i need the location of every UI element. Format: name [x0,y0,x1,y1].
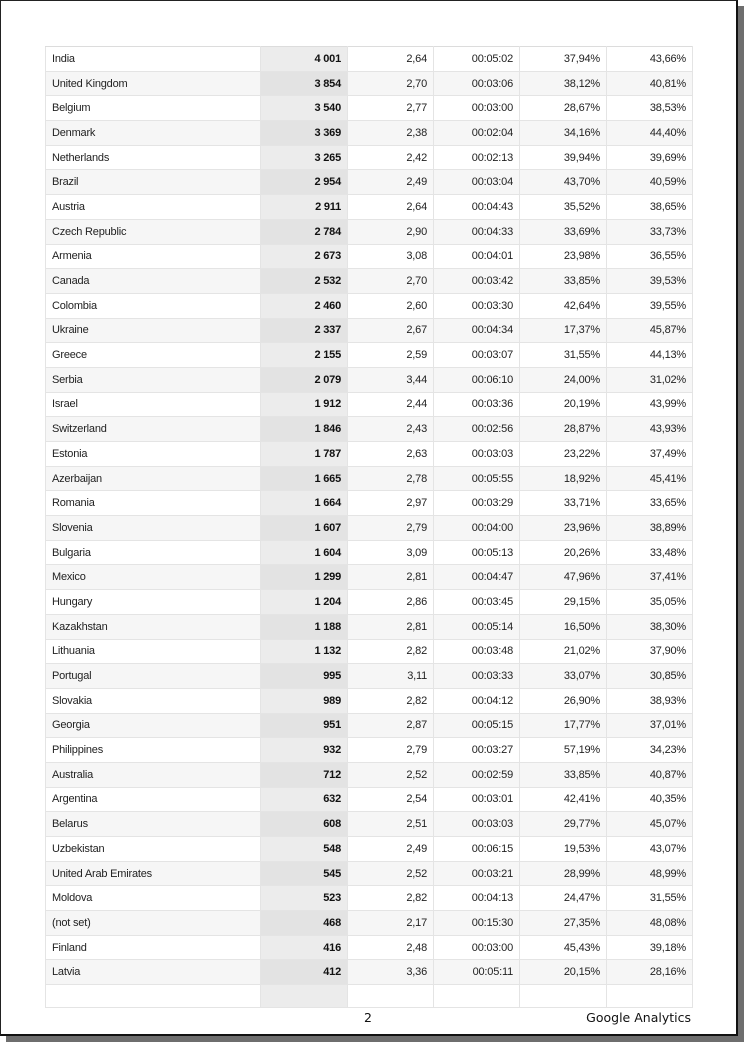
table-row [46,466,693,491]
table-row [46,367,693,392]
cell-country: India [46,47,261,72]
cell-country: Hungary [46,590,261,615]
cell-new-sessions-pct: 39,94% [520,145,607,170]
page-shadow [6,1036,744,1042]
table-row [46,688,693,713]
empty-cell [520,985,607,1008]
cell-country: Portugal [46,664,261,689]
cell-new-sessions-pct: 20,19% [520,392,607,417]
table-row [46,491,693,516]
cell-new-sessions-pct: 17,77% [520,713,607,738]
cell-country: Philippines [46,738,261,763]
cell-country: Lithuania [46,639,261,664]
cell-country: Estonia [46,442,261,467]
cell-country: Slovenia [46,516,261,541]
cell-avg-session-duration: 00:04:01 [434,244,520,269]
table-row [46,911,693,936]
cell-pages-per-session: 2,38 [348,121,434,146]
cell-country: United Kingdom [46,71,261,96]
cell-bounce-rate: 43,07% [607,837,693,862]
cell-pages-per-session: 2,87 [348,713,434,738]
cell-new-sessions-pct: 45,43% [520,935,607,960]
cell-country: Argentina [46,787,261,812]
cell-avg-session-duration: 00:05:55 [434,466,520,491]
cell-avg-session-duration: 00:04:33 [434,219,520,244]
cell-country: Kazakhstan [46,614,261,639]
cell-bounce-rate: 40,35% [607,787,693,812]
cell-avg-session-duration: 00:04:34 [434,318,520,343]
cell-avg-session-duration: 00:04:00 [434,516,520,541]
cell-avg-session-duration: 00:05:13 [434,540,520,565]
cell-bounce-rate: 38,89% [607,516,693,541]
cell-pages-per-session: 3,08 [348,244,434,269]
cell-new-sessions-pct: 28,99% [520,861,607,886]
cell-avg-session-duration: 00:02:56 [434,417,520,442]
cell-sessions: 1 607 [261,516,348,541]
cell-pages-per-session: 2,60 [348,293,434,318]
cell-new-sessions-pct: 17,37% [520,318,607,343]
cell-sessions: 608 [261,812,348,837]
country-report-table [45,46,693,1008]
table-row [46,516,693,541]
cell-pages-per-session: 2,59 [348,343,434,368]
cell-pages-per-session: 2,81 [348,565,434,590]
table-row [46,318,693,343]
cell-new-sessions-pct: 37,94% [520,47,607,72]
cell-pages-per-session: 2,70 [348,269,434,294]
table-row [46,713,693,738]
cell-sessions: 2 460 [261,293,348,318]
table-spacer-row [46,985,693,1008]
cell-country: United Arab Emirates [46,861,261,886]
cell-bounce-rate: 43,66% [607,47,693,72]
cell-avg-session-duration: 00:03:00 [434,96,520,121]
cell-country: Australia [46,762,261,787]
cell-pages-per-session: 2,49 [348,170,434,195]
table-row [46,219,693,244]
cell-avg-session-duration: 00:03:45 [434,590,520,615]
cell-new-sessions-pct: 31,55% [520,343,607,368]
cell-pages-per-session: 2,82 [348,886,434,911]
cell-pages-per-session: 3,44 [348,367,434,392]
cell-pages-per-session: 2,44 [348,392,434,417]
cell-pages-per-session: 2,81 [348,614,434,639]
cell-pages-per-session: 3,36 [348,960,434,985]
cell-avg-session-duration: 00:04:43 [434,195,520,220]
cell-sessions: 1 664 [261,491,348,516]
cell-bounce-rate: 30,85% [607,664,693,689]
cell-avg-session-duration: 00:05:11 [434,960,520,985]
cell-avg-session-duration: 00:03:21 [434,861,520,886]
cell-country: Azerbaijan [46,466,261,491]
cell-new-sessions-pct: 19,53% [520,837,607,862]
cell-country: Israel [46,392,261,417]
cell-bounce-rate: 39,18% [607,935,693,960]
table-row [46,565,693,590]
cell-country: Bulgaria [46,540,261,565]
cell-new-sessions-pct: 18,92% [520,466,607,491]
cell-new-sessions-pct: 57,19% [520,738,607,763]
cell-avg-session-duration: 00:04:12 [434,688,520,713]
table-row [46,590,693,615]
cell-country: Netherlands [46,145,261,170]
cell-pages-per-session: 2,82 [348,639,434,664]
cell-bounce-rate: 43,99% [607,392,693,417]
cell-bounce-rate: 43,93% [607,417,693,442]
cell-pages-per-session: 2,78 [348,466,434,491]
cell-sessions: 1 188 [261,614,348,639]
cell-pages-per-session: 2,51 [348,812,434,837]
cell-sessions: 1 787 [261,442,348,467]
cell-new-sessions-pct: 24,47% [520,886,607,911]
page-shadow [738,6,744,1042]
cell-bounce-rate: 38,53% [607,96,693,121]
cell-bounce-rate: 40,87% [607,762,693,787]
cell-pages-per-session: 2,54 [348,787,434,812]
cell-sessions: 3 540 [261,96,348,121]
footer-brand: Google Analytics [586,1010,691,1025]
cell-sessions: 932 [261,738,348,763]
cell-avg-session-duration: 00:03:00 [434,935,520,960]
cell-sessions: 545 [261,861,348,886]
cell-new-sessions-pct: 27,35% [520,911,607,936]
cell-new-sessions-pct: 20,26% [520,540,607,565]
cell-bounce-rate: 44,13% [607,343,693,368]
cell-bounce-rate: 37,49% [607,442,693,467]
cell-bounce-rate: 28,16% [607,960,693,985]
cell-bounce-rate: 40,81% [607,71,693,96]
table-row [46,787,693,812]
cell-sessions: 4 001 [261,47,348,72]
cell-avg-session-duration: 00:03:33 [434,664,520,689]
cell-bounce-rate: 34,23% [607,738,693,763]
report-table-body [46,47,693,1008]
cell-sessions: 1 665 [261,466,348,491]
table-row [46,392,693,417]
cell-bounce-rate: 39,55% [607,293,693,318]
cell-pages-per-session: 2,86 [348,590,434,615]
cell-country: Ukraine [46,318,261,343]
cell-avg-session-duration: 00:04:13 [434,886,520,911]
cell-bounce-rate: 31,55% [607,886,693,911]
table-row [46,837,693,862]
cell-new-sessions-pct: 23,22% [520,442,607,467]
cell-bounce-rate: 48,99% [607,861,693,886]
cell-pages-per-session: 2,42 [348,145,434,170]
cell-pages-per-session: 2,97 [348,491,434,516]
table-row [46,121,693,146]
table-row [46,935,693,960]
table-row [46,639,693,664]
cell-pages-per-session: 2,79 [348,516,434,541]
cell-pages-per-session: 2,63 [348,442,434,467]
cell-pages-per-session: 2,90 [348,219,434,244]
cell-avg-session-duration: 00:03:48 [434,639,520,664]
table-row [46,170,693,195]
cell-sessions: 951 [261,713,348,738]
cell-avg-session-duration: 00:05:15 [434,713,520,738]
table-row [46,540,693,565]
cell-avg-session-duration: 00:05:14 [434,614,520,639]
cell-country: Serbia [46,367,261,392]
cell-sessions: 468 [261,911,348,936]
cell-bounce-rate: 36,55% [607,244,693,269]
cell-country: Denmark [46,121,261,146]
empty-cell [261,985,348,1008]
cell-avg-session-duration: 00:03:01 [434,787,520,812]
cell-avg-session-duration: 00:03:29 [434,491,520,516]
cell-avg-session-duration: 00:15:30 [434,911,520,936]
cell-bounce-rate: 33,65% [607,491,693,516]
cell-bounce-rate: 35,05% [607,590,693,615]
cell-new-sessions-pct: 21,02% [520,639,607,664]
cell-new-sessions-pct: 20,15% [520,960,607,985]
cell-avg-session-duration: 00:03:42 [434,269,520,294]
cell-sessions: 2 911 [261,195,348,220]
cell-sessions: 3 854 [261,71,348,96]
cell-new-sessions-pct: 28,67% [520,96,607,121]
cell-pages-per-session: 3,11 [348,664,434,689]
cell-sessions: 712 [261,762,348,787]
cell-new-sessions-pct: 24,00% [520,367,607,392]
cell-country: Canada [46,269,261,294]
cell-avg-session-duration: 00:04:47 [434,565,520,590]
table-row [46,269,693,294]
cell-bounce-rate: 37,01% [607,713,693,738]
cell-avg-session-duration: 00:03:06 [434,71,520,96]
cell-country: Czech Republic [46,219,261,244]
cell-sessions: 412 [261,960,348,985]
cell-country: Brazil [46,170,261,195]
cell-avg-session-duration: 00:06:10 [434,367,520,392]
cell-bounce-rate: 38,30% [607,614,693,639]
cell-sessions: 1 132 [261,639,348,664]
cell-sessions: 548 [261,837,348,862]
table-row [46,886,693,911]
cell-bounce-rate: 33,73% [607,219,693,244]
cell-avg-session-duration: 00:05:02 [434,47,520,72]
cell-country: Slovakia [46,688,261,713]
cell-country: Finland [46,935,261,960]
cell-pages-per-session: 2,52 [348,861,434,886]
cell-country: Switzerland [46,417,261,442]
cell-avg-session-duration: 00:02:59 [434,762,520,787]
table-row [46,417,693,442]
cell-new-sessions-pct: 42,41% [520,787,607,812]
cell-new-sessions-pct: 28,87% [520,417,607,442]
cell-pages-per-session: 2,82 [348,688,434,713]
cell-avg-session-duration: 00:06:15 [434,837,520,862]
cell-avg-session-duration: 00:03:07 [434,343,520,368]
cell-bounce-rate: 45,07% [607,812,693,837]
empty-cell [607,985,693,1008]
cell-bounce-rate: 31,02% [607,367,693,392]
cell-new-sessions-pct: 29,15% [520,590,607,615]
cell-pages-per-session: 2,48 [348,935,434,960]
cell-pages-per-session: 2,17 [348,911,434,936]
cell-bounce-rate: 37,90% [607,639,693,664]
cell-country: Latvia [46,960,261,985]
cell-new-sessions-pct: 33,85% [520,269,607,294]
empty-cell [348,985,434,1008]
cell-avg-session-duration: 00:03:36 [434,392,520,417]
table-row [46,738,693,763]
table-row [46,442,693,467]
cell-sessions: 2 954 [261,170,348,195]
cell-sessions: 2 337 [261,318,348,343]
cell-bounce-rate: 44,40% [607,121,693,146]
cell-new-sessions-pct: 33,07% [520,664,607,689]
cell-new-sessions-pct: 47,96% [520,565,607,590]
cell-sessions: 3 369 [261,121,348,146]
cell-avg-session-duration: 00:03:04 [434,170,520,195]
cell-bounce-rate: 39,69% [607,145,693,170]
cell-sessions: 1 846 [261,417,348,442]
cell-new-sessions-pct: 33,69% [520,219,607,244]
table-row [46,195,693,220]
cell-new-sessions-pct: 29,77% [520,812,607,837]
cell-sessions: 1 204 [261,590,348,615]
page-number: 2 [364,1010,372,1025]
table-row [46,96,693,121]
cell-country: (not set) [46,911,261,936]
cell-sessions: 2 784 [261,219,348,244]
table-row [46,145,693,170]
cell-bounce-rate: 45,87% [607,318,693,343]
cell-pages-per-session: 2,52 [348,762,434,787]
cell-new-sessions-pct: 34,16% [520,121,607,146]
cell-country: Mexico [46,565,261,590]
cell-bounce-rate: 39,53% [607,269,693,294]
cell-bounce-rate: 48,08% [607,911,693,936]
cell-country: Belarus [46,812,261,837]
cell-new-sessions-pct: 33,71% [520,491,607,516]
cell-new-sessions-pct: 35,52% [520,195,607,220]
cell-new-sessions-pct: 43,70% [520,170,607,195]
cell-bounce-rate: 45,41% [607,466,693,491]
cell-bounce-rate: 40,59% [607,170,693,195]
cell-pages-per-session: 2,77 [348,96,434,121]
table-row [46,614,693,639]
cell-avg-session-duration: 00:02:13 [434,145,520,170]
cell-sessions: 1 299 [261,565,348,590]
cell-country: Austria [46,195,261,220]
table-row [46,47,693,72]
cell-avg-session-duration: 00:03:03 [434,812,520,837]
table-row [46,861,693,886]
table-row [46,960,693,985]
cell-sessions: 2 079 [261,367,348,392]
table-row [46,762,693,787]
cell-bounce-rate: 33,48% [607,540,693,565]
cell-country: Uzbekistan [46,837,261,862]
cell-sessions: 1 912 [261,392,348,417]
table-row [46,244,693,269]
cell-bounce-rate: 37,41% [607,565,693,590]
cell-sessions: 2 155 [261,343,348,368]
cell-sessions: 523 [261,886,348,911]
cell-sessions: 416 [261,935,348,960]
cell-avg-session-duration: 00:03:30 [434,293,520,318]
cell-pages-per-session: 2,64 [348,195,434,220]
cell-country: Moldova [46,886,261,911]
cell-new-sessions-pct: 26,90% [520,688,607,713]
cell-new-sessions-pct: 23,98% [520,244,607,269]
cell-sessions: 1 604 [261,540,348,565]
cell-pages-per-session: 2,70 [348,71,434,96]
cell-avg-session-duration: 00:03:03 [434,442,520,467]
table-row [46,71,693,96]
cell-country: Colombia [46,293,261,318]
cell-new-sessions-pct: 33,85% [520,762,607,787]
cell-sessions: 3 265 [261,145,348,170]
cell-new-sessions-pct: 42,64% [520,293,607,318]
cell-sessions: 632 [261,787,348,812]
cell-pages-per-session: 2,43 [348,417,434,442]
cell-new-sessions-pct: 23,96% [520,516,607,541]
empty-cell [46,985,261,1008]
cell-country: Belgium [46,96,261,121]
cell-avg-session-duration: 00:03:27 [434,738,520,763]
cell-bounce-rate: 38,93% [607,688,693,713]
table-row [46,664,693,689]
empty-cell [434,985,520,1008]
cell-country: Georgia [46,713,261,738]
cell-sessions: 2 532 [261,269,348,294]
cell-bounce-rate: 38,65% [607,195,693,220]
cell-sessions: 995 [261,664,348,689]
cell-new-sessions-pct: 38,12% [520,71,607,96]
table-row [46,343,693,368]
cell-pages-per-session: 2,49 [348,837,434,862]
cell-sessions: 989 [261,688,348,713]
cell-pages-per-session: 2,67 [348,318,434,343]
cell-country: Greece [46,343,261,368]
table-row [46,293,693,318]
cell-new-sessions-pct: 16,50% [520,614,607,639]
cell-pages-per-session: 2,64 [348,47,434,72]
cell-country: Armenia [46,244,261,269]
table-row [46,812,693,837]
cell-avg-session-duration: 00:02:04 [434,121,520,146]
cell-pages-per-session: 3,09 [348,540,434,565]
cell-sessions: 2 673 [261,244,348,269]
cell-country: Romania [46,491,261,516]
cell-pages-per-session: 2,79 [348,738,434,763]
